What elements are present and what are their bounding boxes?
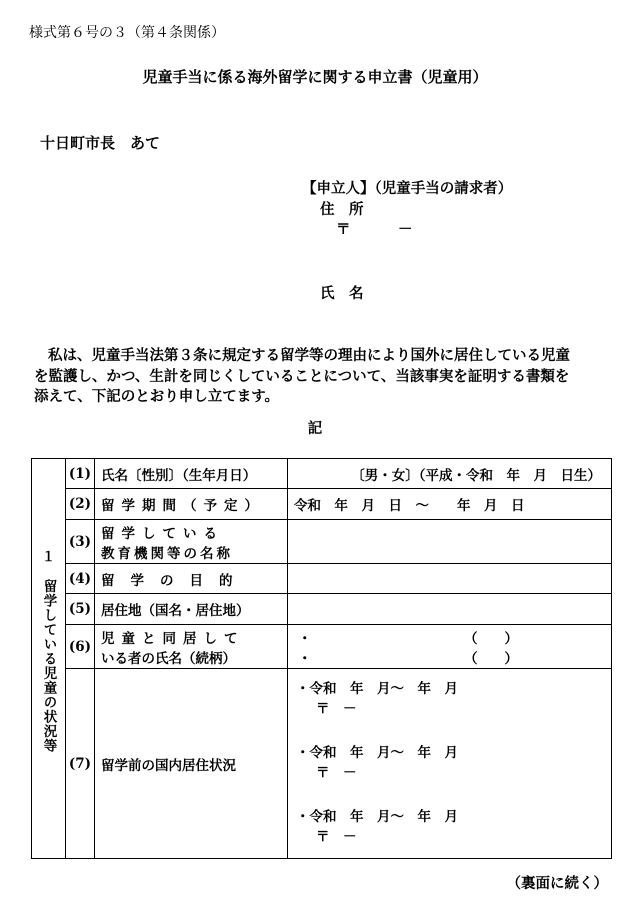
status-table (31, 458, 612, 859)
entry-period: ・令和 年 月～ 年 月 (296, 745, 458, 761)
residence-entry (296, 805, 611, 853)
label-line: いる者の氏名（続柄） (101, 650, 236, 667)
sex-birth-template: 〔男・女〕（平成・令和 年 月 日生） (351, 467, 601, 484)
row-label-residence: 居住地（国名・居住地） (95, 594, 288, 625)
statement-line: 私は、児童手当法第３条に規定する留学等の理由により国外に居住している児童 (48, 347, 570, 364)
period-start: 令和 年 月 日 ～ (294, 498, 429, 514)
cohabitant-line (298, 647, 518, 667)
label-line: 児童と同居して (101, 630, 245, 647)
row-label-prior-residence: 留学前の国内居住状況 (95, 669, 288, 859)
residence-entry (296, 741, 611, 805)
bullet: ・ (298, 630, 312, 647)
section-number: １ (41, 549, 56, 565)
table-row (32, 459, 612, 489)
relationship-paren: （ ） (464, 630, 518, 647)
period-end: 年 月 日 (457, 498, 525, 514)
address-label: 住 所 (320, 201, 364, 218)
relationship-paren: （ ） (464, 650, 518, 667)
statement-line: を監護し、かつ、生計を同じくしていることについて、当該事実を証明する書類を (34, 367, 570, 385)
section-cell (32, 459, 66, 859)
table-row (32, 564, 612, 594)
table-row (32, 520, 612, 564)
entry-postal: 〒 － (316, 765, 357, 781)
row-label-cohabitant (95, 625, 288, 669)
cohabitant-line (298, 627, 518, 647)
row-label-period: 留学期間（予定） (95, 489, 288, 520)
row-label-purpose: 留学の目的 (95, 564, 288, 594)
row-label-institution (95, 520, 288, 564)
prior-residence-field[interactable] (288, 669, 612, 859)
document-title: 児童手当に係る海外留学に関する申立書（児童用） (142, 68, 488, 86)
table-row (32, 594, 612, 625)
statement-line: 添えて、下記のとおり申し立てます。 (34, 388, 280, 405)
residence-entry (296, 677, 611, 741)
row-number: (1) (66, 459, 95, 489)
purpose-field[interactable] (288, 564, 612, 594)
table-row (32, 669, 612, 859)
postal-dash: － (398, 221, 413, 238)
row-number: (2) (66, 489, 95, 520)
ki-heading: 記 (307, 420, 323, 437)
row-number: (3) (66, 520, 95, 564)
row-number: (6) (66, 625, 95, 669)
statement (34, 346, 604, 408)
cohabitant-field[interactable] (288, 625, 612, 669)
entry-postal: 〒 － (316, 829, 357, 845)
section-title: 留学している児童の状況等 (40, 579, 57, 753)
table-row (32, 489, 612, 520)
name-label: 氏 名 (320, 285, 364, 302)
institution-field[interactable] (288, 520, 612, 564)
residence-field[interactable] (288, 594, 612, 625)
label-line: 教育機関等の名称 (101, 545, 233, 562)
table-row (32, 625, 612, 669)
label-line: 留学している (101, 525, 224, 542)
row-number: (5) (66, 594, 95, 625)
row-label-name: 氏名〔性別〕（生年月日） (95, 459, 288, 489)
bullet: ・ (298, 650, 312, 667)
entry-period: ・令和 年 月～ 年 月 (296, 809, 458, 825)
form-number: 様式第６号の３（第４条関係） (29, 25, 225, 41)
entry-postal: 〒 － (316, 701, 357, 717)
continued-note: （裏面に続く） (506, 875, 608, 892)
name-sex-birth-field[interactable] (288, 459, 612, 489)
study-period-field[interactable] (288, 489, 612, 520)
applicant-heading: 【申立人】（児童手当の請求者） (302, 180, 513, 197)
row-number: (7) (66, 669, 95, 859)
postal-mark: 〒 (336, 221, 351, 238)
addressee: 十日町市長 あて (40, 134, 161, 152)
row-number: (4) (66, 564, 95, 594)
entry-period: ・令和 年 月～ 年 月 (296, 681, 458, 697)
